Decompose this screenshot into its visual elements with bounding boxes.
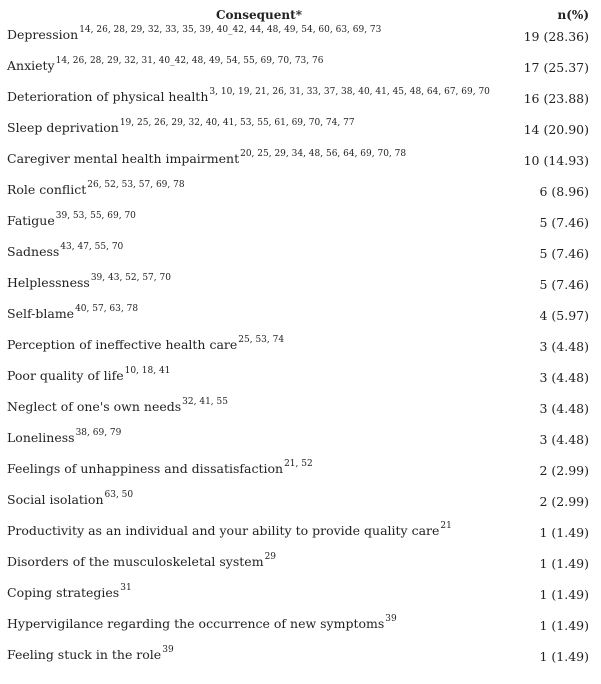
table-row [0,544,601,575]
row-references: 19, 25, 26, 29, 32, 40, 41, 53, 55, 61, 69, 70, 74, 77 [119,118,355,128]
row-value: 1 (1.49) [539,618,589,633]
row-references: 20, 25, 29, 34, 48, 56, 64, 69, 70, 78 [240,149,407,159]
row-label: Helplessness$^{39, 43, 52, 57, 70}$ [7,273,171,290]
row-label: Coping strategies$^{31}$ [7,583,132,600]
row-value: 10 (14.93) [523,153,589,168]
table-row [0,575,601,606]
row-label: Disorders of the musculoskeletal system$^{29}$ [7,552,277,569]
row-value: 1 (1.49) [539,556,589,571]
row-label: Feeling stuck in the role$^{39}$ [7,645,174,662]
row-value: 1 (1.49) [539,649,589,664]
row-value: 1 (1.49) [539,525,589,540]
table-row [0,265,601,296]
row-value: 1 (1.49) [539,587,589,602]
table-row [0,172,601,203]
row-value: 17 (25.37) [523,60,589,75]
row-references: 21, 52 [284,459,313,469]
row-references: 39 [162,645,174,655]
row-references: 32, 41, 55 [182,397,228,407]
row-value: 14 (20.90) [523,122,589,137]
row-label: Hypervigilance regarding the occurrence of new symptoms$^{39}$ [7,614,397,631]
row-label: Self-blame$^{40, 57, 63, 78}$ [7,304,139,321]
table-row [0,389,601,420]
table-row [0,606,601,637]
row-value: 6 (8.96) [539,184,589,199]
row-value: 19 (28.36) [523,29,589,44]
row-label: Neglect of one's own needs$^{32, 41, 55}$ [7,397,228,414]
row-references: 26, 52, 53, 57, 69, 78 [87,180,185,190]
row-label: Sleep deprivation$^{19, 25, 26, 29, 32, 40, 41, 53, 55, 61, 69, 70, 74, 77}$ [7,118,355,135]
table-row [0,79,601,110]
table-row [0,451,601,482]
row-value: 3 (4.48) [539,339,589,354]
row-references: 63, 50 [104,490,134,500]
row-label: Anxiety$^{14, 26, 28, 29, 32, 31, 40\_42, 48, 49, 54, 55, 69, 70, 73, 76}$ [7,56,324,73]
row-label: Social isolation$^{63, 50}$ [7,490,134,507]
column-header-consequent: Consequent* [216,8,302,22]
row-label: Feelings of unhappiness and dissatisfaction$^{21, 52}$ [7,459,313,476]
row-value: 3 (4.48) [539,401,589,416]
table-row [0,17,601,48]
row-references: 10, 18, 41 [124,366,171,376]
row-references: 39, 43, 52, 57, 70 [90,273,171,283]
row-references: 21 [440,521,452,531]
table-row [0,327,601,358]
row-references: 14, 26, 28, 29, 32, 31, 40_42, 48, 49, 54, 55, 69, 70, 73, 76 [55,56,324,66]
table-row [0,48,601,79]
column-header-n-percent: n(%) [557,8,589,22]
row-label: Poor quality of life$^{10, 18, 41}$ [7,366,171,383]
table-row [0,141,601,172]
row-value: 5 (7.46) [539,277,589,292]
table-row [0,513,601,544]
row-label: Depression$^{14, 26, 28, 29, 32, 33, 35, 39, 40\_42, 44, 48, 49, 54, 60, 63, 69, 73}$ [7,25,382,42]
table-row [0,637,601,668]
row-references: 43, 47, 55, 70 [60,242,124,252]
row-value: 4 (5.97) [539,308,589,323]
row-label: Caregiver mental health impairment$^{20, 25, 29, 34, 48, 56, 64, 69, 70, 78}$ [7,149,407,166]
row-references: 14, 26, 28, 29, 32, 33, 35, 39, 40_42, 44, 48, 49, 54, 60, 63, 69, 73 [79,25,382,35]
row-label: Deterioration of physical health$^{3, 10, 19, 21, 26, 31, 33, 37, 38, 40, 41, 45, 48, 64, 67, 69, 70}$ [7,87,490,104]
row-references: 40, 57, 63, 78 [75,304,139,314]
row-references: 31 [120,583,132,593]
row-value: 2 (2.99) [539,494,589,509]
row-label: Sadness$^{43, 47, 55, 70}$ [7,242,124,259]
row-value: 5 (7.46) [539,246,589,261]
table-row [0,482,601,513]
table-row [0,110,601,141]
row-references: 38, 69, 79 [75,428,122,438]
row-value: 2 (2.99) [539,463,589,478]
table-row [0,420,601,451]
row-references: 3, 10, 19, 21, 26, 31, 33, 37, 38, 40, 41, 45, 48, 64, 67, 69, 70 [209,87,490,97]
table-row [0,234,601,265]
row-value: 3 (4.48) [539,370,589,385]
row-label: Fatigue$^{39, 53, 55, 69, 70}$ [7,211,136,228]
row-value: 3 (4.48) [539,432,589,447]
row-label: Perception of ineffective health care$^{25, 53, 74}$ [7,335,285,352]
row-value: 5 (7.46) [539,215,589,230]
row-references: 25, 53, 74 [238,335,285,345]
row-label: Role conflict$^{26, 52, 53, 57, 69, 78}$ [7,180,185,197]
row-references: 39 [385,614,397,624]
row-value: 16 (23.88) [523,91,589,106]
row-references: 29 [264,552,277,562]
row-references: 39, 53, 55, 69, 70 [55,211,136,221]
table-row [0,358,601,389]
table-row [0,203,601,234]
table-row [0,296,601,327]
row-label: Productivity as an individual and your ability to provide quality care$^{21}$ [7,521,452,538]
row-label: Loneliness$^{38, 69, 79}$ [7,428,122,445]
